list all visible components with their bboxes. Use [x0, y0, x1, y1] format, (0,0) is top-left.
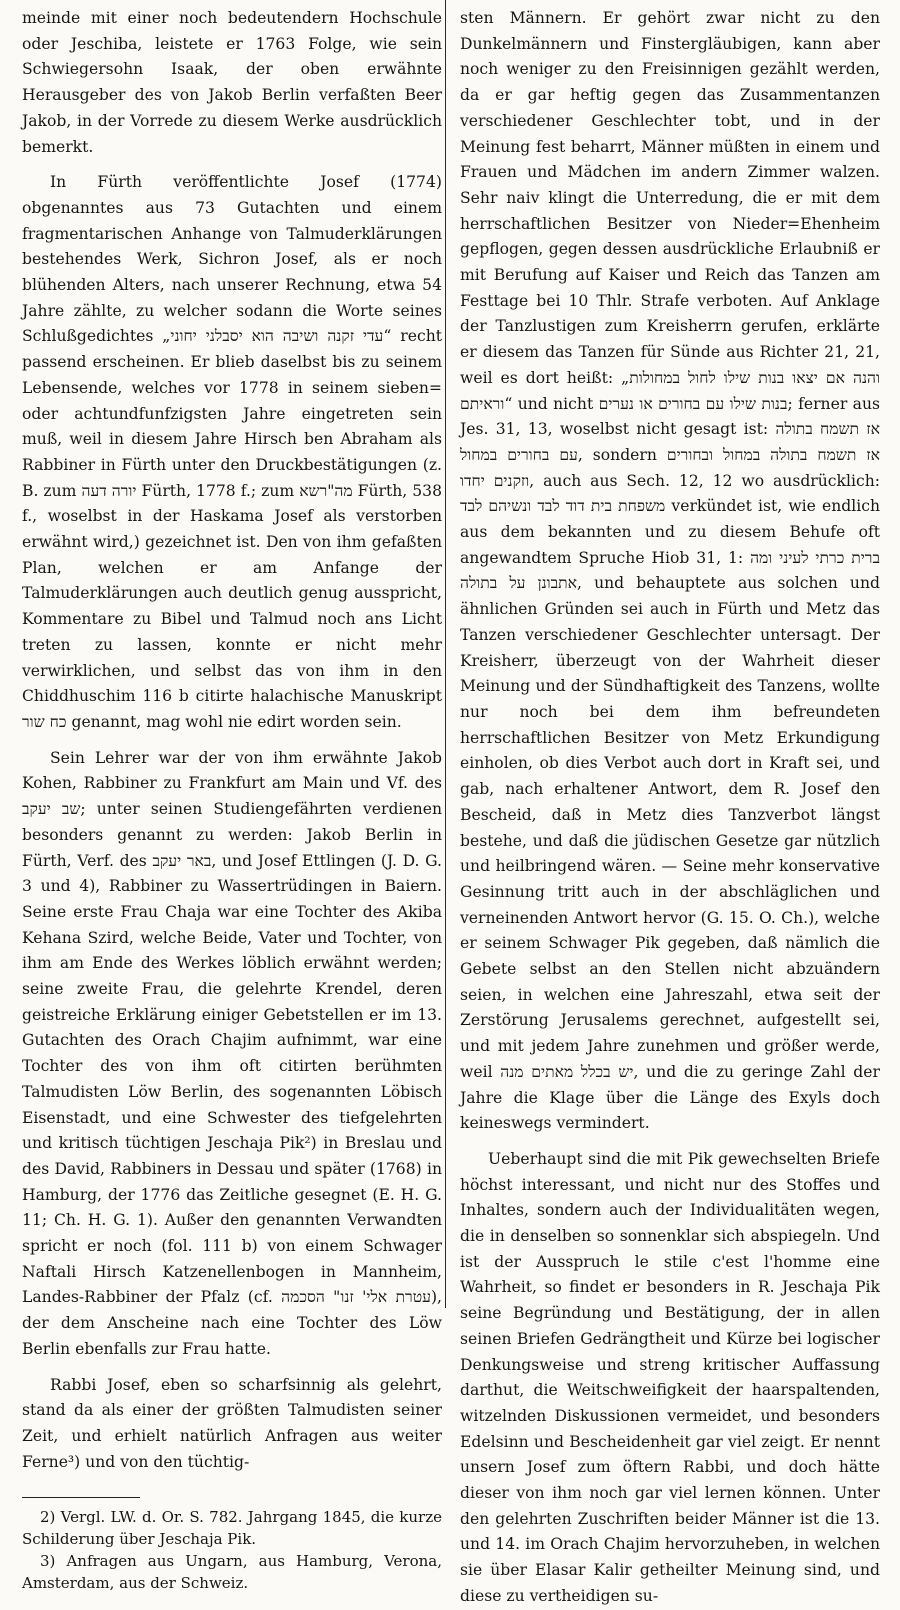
- paragraph-5: sten Männern. Er gehört zwar nicht zu den Dunkelmännern und Finstergläubigen, kann aber noch weniger zu den Freisinnigen gezählt werden, da er gar heftig gegen das Zusammentanzen verschiedener Geschlechter tobt, und in der Meinung fest beharrt, Männer müßten in einem und Frauen und Mädchen im andern Zimmer walzen. Sehr naiv klingt die Unterredung, die er mit dem herrschaftlichen Besitzer von Nieder=Ehenheim gepflogen, gegen dessen ausdrückliche Erlaubniß er mit Berufung auf Kaiser und Reich das Tanzen am Festtage bei 10 Thlr. Strafe verboten. Auf Anklage der Tanzlustigen zum Kreisherrn gerufen, erklärte er diesem das Tanzen für Sünde aus Richter 21, 21, weil es dort heißt: „והנה אם יצאו בנות שילו לחול במחולות וראיתם“ und nicht בנות שילו עם בחורים או נערים; ferner aus Jes. 31, 13, woselbst nicht gesagt ist: אז תשמח בתולה עם בחורים במחול, sondern אז תשמח בתולה במחול ובחורים וזקנים יחדו, auch aus Sech. 12, 12 wo ausdrücklich: משפחת בית דוד לבד ונשיהם לבד verkündet ist, wie endlich aus dem bekannten und zu diesem Behufe oft angewandtem Spruche Hiob 31, 1: ברית כרתי לעיני ומה אתבונן על בתולה, und behauptete aus solchen und ähnlichen Gründen sei auch in Fürth und Metz das Tanzen verschiedener Geschlechter untersagt. Der Kreisherr, überzeugt von der Wahrheit dieser Meinung und der Sündhaftigkeit des Tanzens, wollte nur noch bei dem ihm befreundeten herrschaftlichen Besitzer von Metz Erkundigung einholen, ob dies Verbot auch dort in Kraft sei, und gab, nach erhaltener Antwort, dem R. Josef den Bescheid, daß in Metz dies Tanzverbot längst bestehe, und daß die jüdischen Gesetze gar nützlich und heilbringend wären. — Seine mehr konservative Gesinnung tritt auch in der abschläglichen und verneinenden Antwort hervor (G. 15. O. Ch.), welche er seinem Schwager Pik gegeben, daß nämlich die Gebete selbst an den Stellen nicht abzuändern seien, in welchen eine Jahreszahl, etwa seit der Zerstörung Jerusalems gerechnet, aufgestellt sei, und mit jedem Jahre zunehmen und größer werde, weil יש בכלל מאתים מנה, und die zu geringe Zahl der Jahre die Klage über die Länge des Exyls doch keineswegs vermindert.: [460, 9, 881, 1133]
- footnote-2: 2) Vergl. LW. d. Or. S. 782. Jahrgang 1845, die kurze Schilderung über Jeschaja Pik.: [22, 1508, 442, 1549]
- left-column: [22, 6, 442, 1594]
- footnote-divider: [22, 1497, 140, 1498]
- footnote-3: 3) Anfragen aus Ungarn, aus Hamburg, Verona, Amsterdam, aus der Schweiz.: [22, 1552, 442, 1593]
- paragraph-1: meinde mit einer noch bedeutendern Hochschule oder Jeschiba, leistete er 1763 Folge, wie sein Schwiegersohn Isaak, der oben erwähnte Herausgeber des von Jakob Berlin verfaßten Beer Jakob, in der Vorrede zu diesem Werke ausdrücklich bemerkt.: [22, 9, 442, 156]
- paragraph-3: Sein Lehrer war der von ihm erwähnte Jakob Kohen, Rabbiner zu Frankfurt am Main und Vf. des שב יעקב; unter seinen Studiengefährten verdienen besonders genannt zu werden: Jakob Berlin in Fürth, Verf. des באר יעקב, und Josef Ettlingen (J. D. G. 3 und 4), Rabbiner zu Wassertrüdingen in Baiern. Seine erste Frau Chaja war eine Tochter des Akiba Kehana Szird, welche Beide, Vater und Tochter, von ihm am Ende des Werkes löblich erwähnt werden; seine zweite Frau, die gelehrte Krendel, deren geistreiche Erklärung einiger Gebetstellen er im 13. Gutachten des Orach Chajim aufnimmt, war eine Tochter des von ihm oft citirten berühmten Talmudisten Löw Berlin, des sogenannten Löbisch Eisenstadt, und eine Schwester des tiefgelehrten und kritisch tüchtigen Jeschaja Pik²) in Breslau und des David, Rabbiners in Dessau und später (1768) in Hamburg, der 1776 das Zeitliche gesegnet (E. H. G. 11; Ch. H. G. 1). Außer den genannten Verwandten spricht er noch (fol. 111 b) von einem Schwager Naftali Hirsch Katzenellenbogen in Mannheim, Landes-Rabbiner der Pfalz (cf. עטרת אלי' זנו" הסכמה), der dem Anscheine nach eine Tochter des Löw Berlin ebenfalls zur Frau hatte.: [22, 748, 443, 1358]
- paragraph-4: Rabbi Josef, eben so scharfsinnig als gelehrt, stand da als einer der größten Talmudisten seiner Zeit, und erhielt natürlich Anfragen aus weiter Ferne³) und von den tüchtig-: [22, 1375, 442, 1471]
- paragraph-6: Ueberhaupt sind die mit Pik gewechselten Briefe höchst interessant, und nicht nur des Stoffes und Inhaltes, sondern auch der Individualitäten wegen, die in denselben so sonnenklar sich abspiegeln. Und ist der Ausspruch le stile c'est l'homme eine Wahrheit, so findet er besonders in R. Jeschaja Pik seine Begründung und Bestätigung, der in allen seinen Briefen Gedrängtheit und Kürze bei logischer Denkungsweise und streng kritischer Auffassung darthut, die Weitschweifigkeit der haarspaltenden, witzelnden Diskussionen vermeidet, und besonders Edelsinn und Bescheidenheit gar viel zeigt. Er nennt unsern Josef zum öftern Rabbi, und doch hätte dieser von ihm noch gar viel lernen können. Unter den gelehrten Zuschriften beider Männer ist die 13. und 14. im Orach Chajim hervorzuheben, in welchen sie über Elasar Kalir getheilter Meinung sind, und diese zu vertheidigen su-: [460, 1149, 880, 1605]
- paragraph-2: In Fürth veröffentlichte Josef (1774) obgenanntes aus 73 Gutachten und einem fragmentarischen Anhange von Talmuderklärungen bestehendes Werk, Sichron Josef, als er noch blühenden Alters, nach unserer Rechnung, etwa 54 Jahre zählte, zu welcher sodann die Worte seines Schlußgedichtes „עדי זקנה ושיבה הוא יסבלני יחוני“ recht passend erscheinen. Er blieb daselbst bis zu seinem Lebensende, welches vor 1778 in seinem sieben= oder achtundfunfzigsten Jahre eingetreten sein muß, weil in diesem Jahre Hirsch ben Abraham als Rabbiner in Fürth unter den Druckbestätigungen (z. B. zum יורה דעה Fürth, 1778 f.; zum מה"רשא Fürth, 538 f., woselbst in der Haskama Josef als verstorben erwähnt wird,) gezeichnet ist. Den von ihm gefaßten Plan, welchen er am Anfange der Talmuderklärungen auch deutlich genug ausspricht, Kommentare zu Bibel und Talmud noch ans Licht treten zu lassen, konnte er nicht mehr verwirklichen, und selbst das von ihm in den Chiddhuschim 116 b citirte halachische Manuskript כח שור genannt, mag wohl nie edirt worden sein.: [22, 173, 443, 731]
- column-divider: [445, 0, 446, 1308]
- right-column: [460, 6, 880, 1610]
